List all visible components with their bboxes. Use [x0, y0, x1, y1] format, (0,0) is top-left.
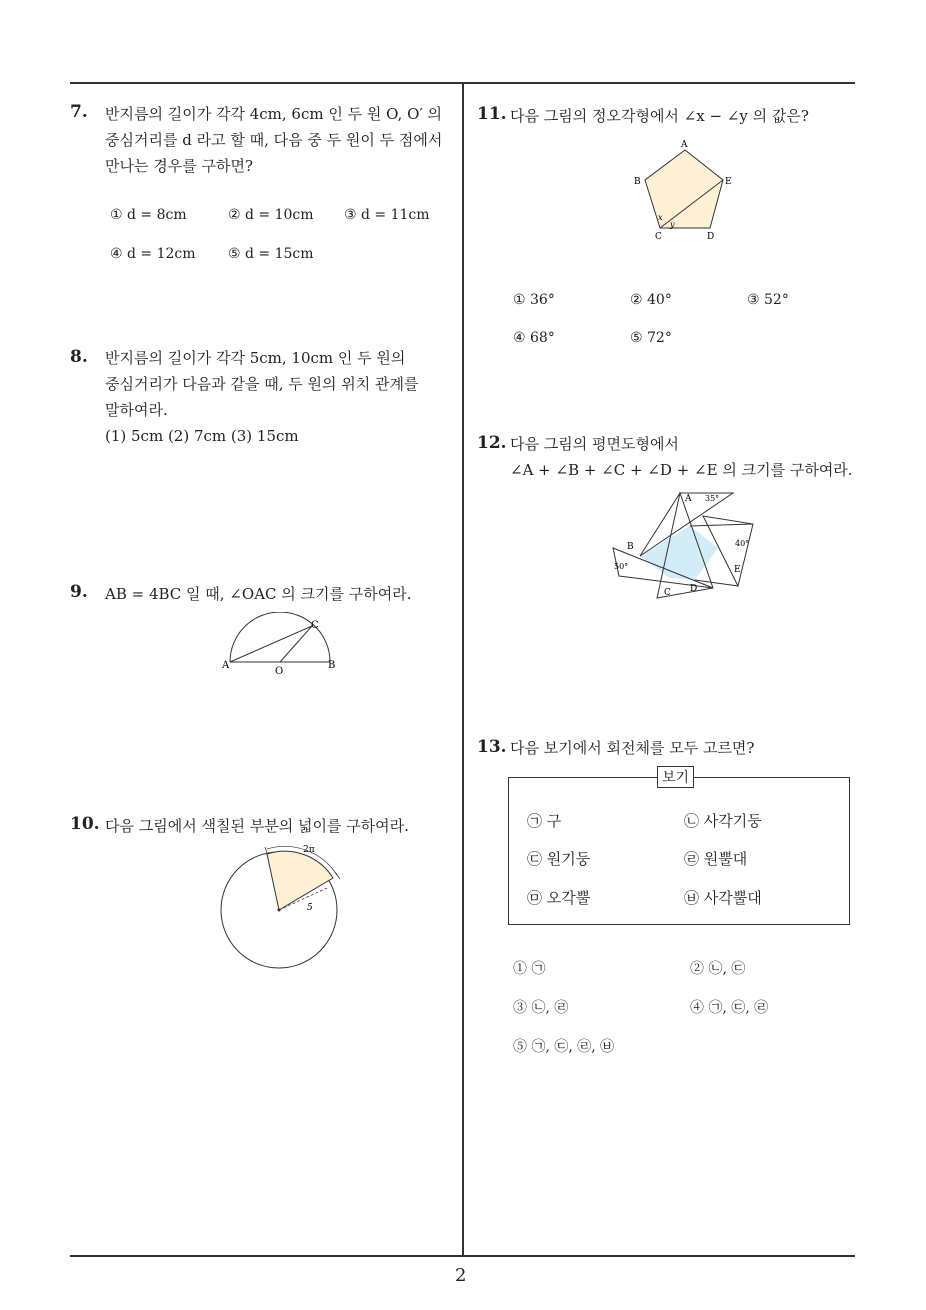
q7-option-2[interactable]: ② d = 10cm [228, 207, 314, 223]
bogi-item: ㉢ 원기둥 [527, 850, 591, 868]
q13-option-5[interactable]: ⑤ ㉠, ㉢, ㉣, ㉥ [513, 1039, 615, 1055]
q11-option-1[interactable]: ① 36° [513, 292, 555, 308]
label-d: D [707, 232, 715, 242]
question-8-line: 말하여라. [105, 401, 168, 419]
label-c: C [664, 588, 671, 598]
question-7-line: 반지름의 길이가 각각 4cm, 6cm 인 두 원 O, O′ 의 [105, 105, 443, 123]
bogi-title: 보기 [657, 766, 694, 788]
radius-label: 5 [307, 903, 313, 913]
question-8-number: 8. [70, 347, 88, 367]
question-12-line: 다음 그림의 평면도형에서 [510, 435, 679, 453]
angle-e-label: 40° [735, 539, 750, 548]
arc-label: 2π [303, 845, 315, 855]
question-11-text: 다음 그림의 정오각형에서 ∠x − ∠y 의 값은? [510, 107, 809, 125]
bogi-item: ㉠ 구 [527, 812, 562, 830]
label-a: A [681, 140, 688, 150]
pentagon-figure [625, 135, 745, 245]
q7-option-1[interactable]: ① d = 8cm [110, 207, 187, 223]
question-7-line: 만나는 경우를 구하면? [105, 157, 253, 175]
label-a: A [685, 494, 692, 504]
q13-option-4[interactable]: ④ ㉠, ㉢, ㉣ [690, 1000, 769, 1016]
q11-option-4[interactable]: ④ 68° [513, 330, 555, 346]
question-8-line: (1) 5cm (2) 7cm (3) 15cm [105, 427, 299, 445]
question-12-text [510, 431, 853, 483]
bogi-item: ㉤ 오각뿔 [527, 889, 591, 907]
label-c: C [311, 620, 319, 631]
q11-option-5[interactable]: ⑤ 72° [630, 330, 672, 346]
question-9-text: AB = 4BC 일 때, ∠OAC 의 크기를 구하여라. [105, 585, 412, 603]
bottom-rule [70, 1255, 855, 1257]
bogi-item: ㉡ 사각기둥 [684, 812, 762, 830]
shaded-region [640, 526, 718, 580]
q7-option-5[interactable]: ⑤ d = 15cm [228, 246, 314, 262]
question-7-text [105, 101, 442, 179]
question-13-text: 다음 보기에서 회전체를 모두 고르면? [510, 739, 755, 757]
label-b: B [634, 177, 641, 187]
question-7-number: 7. [70, 102, 88, 122]
label-a: A [222, 660, 230, 671]
label-e: E [725, 177, 732, 187]
radius-oc [280, 626, 312, 662]
label-b: B [328, 660, 336, 671]
angle-a-label: 35° [705, 494, 720, 503]
question-8-line: 중심거리가 다음과 같을 때, 두 원의 위치 관계를 [105, 375, 419, 393]
question-11-number: 11. [477, 104, 507, 124]
bogi-item: ㉥ 사각뿔대 [684, 889, 762, 907]
column-divider [462, 82, 464, 1256]
angle-b-label: 50° [614, 562, 629, 571]
question-9-number: 9. [70, 582, 88, 602]
q13-option-1[interactable]: ① ㉠ [513, 961, 546, 977]
shaded-sector [267, 851, 333, 910]
semicircle-figure [220, 612, 345, 678]
sector-figure [215, 840, 345, 970]
q7-option-3[interactable]: ③ d = 11cm [344, 207, 430, 223]
question-10-text: 다음 그림에서 색칠된 부분의 넓이를 구하여라. [105, 817, 409, 835]
page-number: 2 [455, 1265, 467, 1286]
chord-ac [230, 626, 312, 662]
question-8-line: 반지름의 길이가 각각 5cm, 10cm 인 두 원의 [105, 349, 406, 367]
question-10-number: 10. [70, 814, 100, 834]
label-e: E [734, 565, 741, 575]
bogi-item: ㉣ 원뿔대 [684, 850, 748, 868]
angle-x-label: x [658, 213, 663, 222]
angle-y-label: y [670, 220, 675, 229]
question-12-number: 12. [477, 433, 507, 453]
question-8-text [105, 345, 418, 449]
q13-option-2[interactable]: ② ㉡, ㉢ [690, 961, 746, 977]
question-7-line: 중심거리를 d 라고 할 때, 다음 중 두 원이 두 점에서 [105, 131, 443, 149]
q11-option-3[interactable]: ③ 52° [747, 292, 789, 308]
star-shape-figure [605, 488, 765, 603]
q13-option-3[interactable]: ③ ㉡, ㉣ [513, 1000, 569, 1016]
q11-option-2[interactable]: ② 40° [630, 292, 672, 308]
question-12-line: ∠A + ∠B + ∠C + ∠D + ∠E 의 크기를 구하여라. [510, 461, 853, 479]
label-d: D [690, 584, 698, 594]
label-c: C [655, 232, 662, 242]
label-o: O [275, 666, 284, 677]
q7-option-4[interactable]: ④ d = 12cm [110, 246, 196, 262]
question-13-number: 13. [477, 737, 507, 757]
label-b: B [627, 542, 634, 552]
